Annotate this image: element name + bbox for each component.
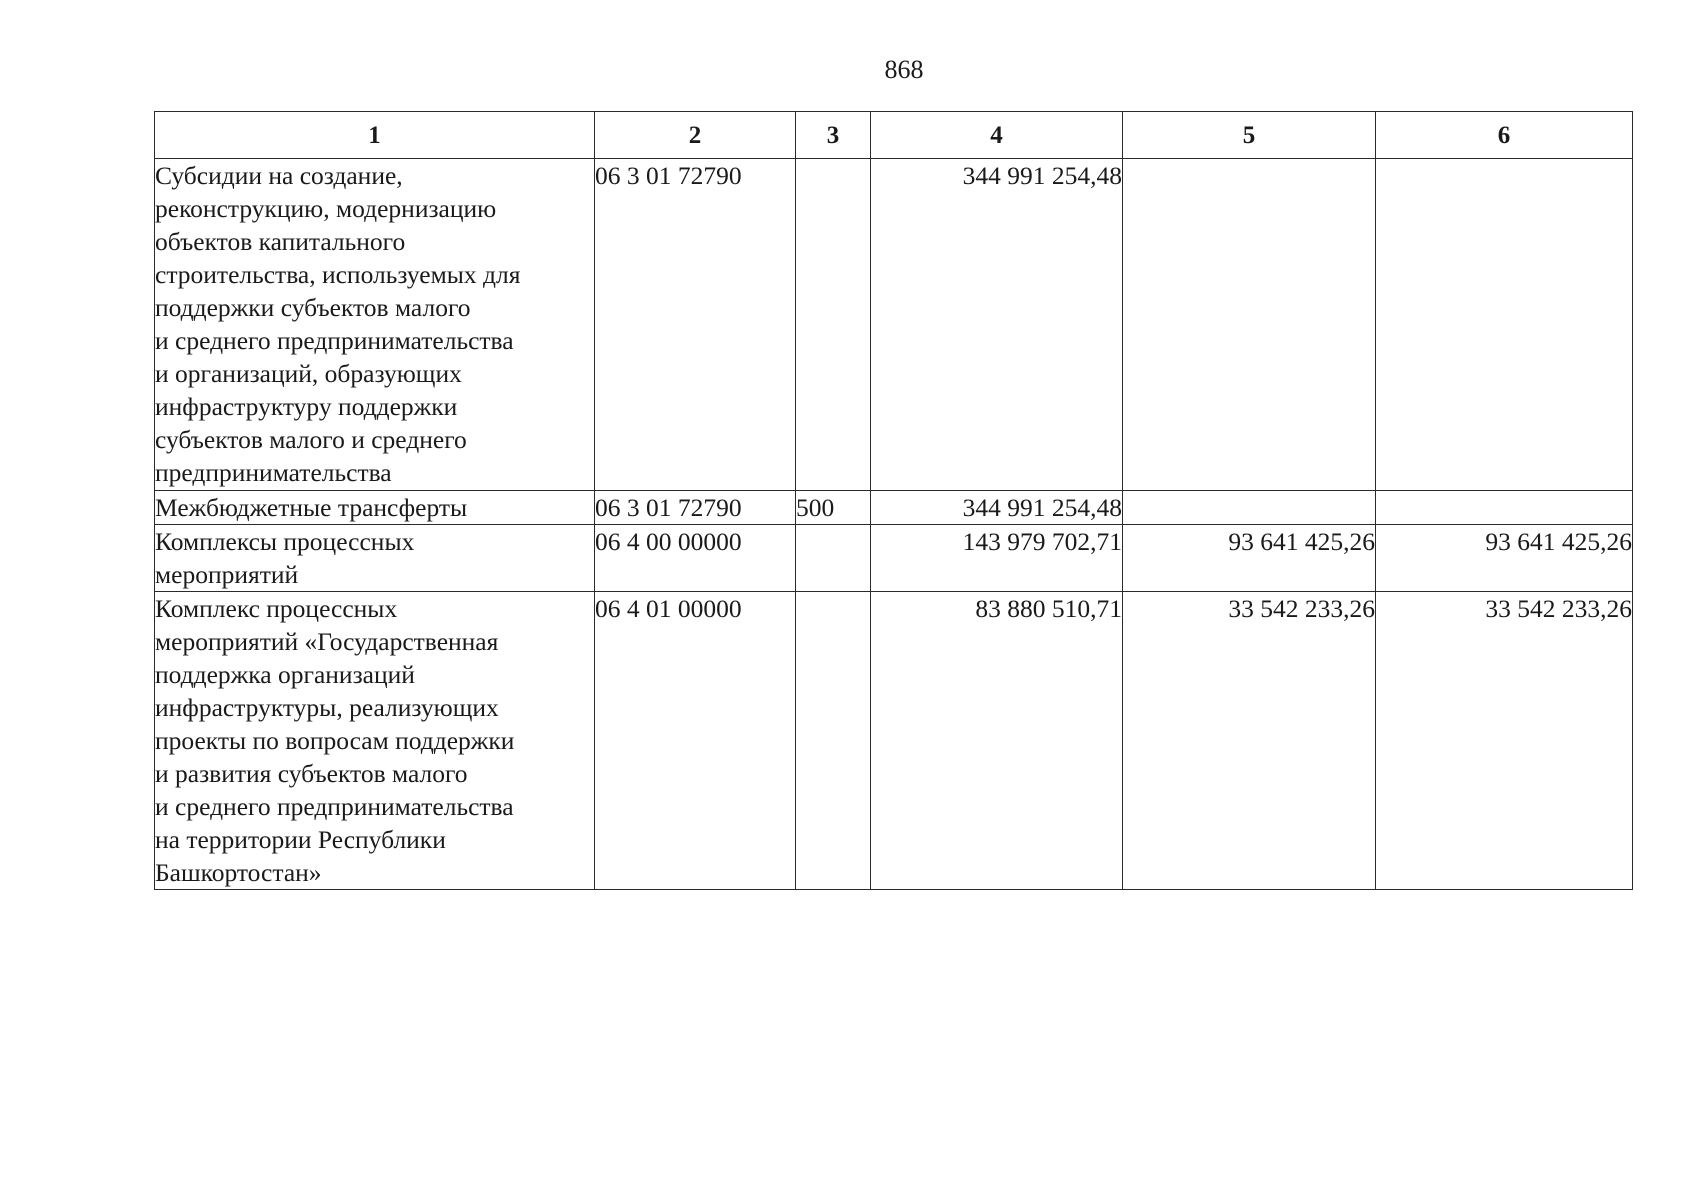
row-amount-col6: 33 542 233,26 — [1376, 592, 1633, 890]
budget-table — [154, 111, 1633, 890]
row-type-cell: 500 — [796, 491, 871, 525]
row-amount-col6: 93 641 425,26 — [1376, 525, 1633, 592]
row-name-cell: Комплекс процессных мероприятий «Государственная поддержка организаций инфраструктуры, реализующих проекты по вопросам поддержки и развития субъектов малого и среднего предпринимательства на территории Республики Башкортостан» — [155, 592, 595, 890]
column-header-3: 3 — [796, 112, 871, 159]
column-header-2: 2 — [595, 112, 796, 159]
table-row — [155, 159, 1633, 491]
row-amount-col4: 344 991 254,48 — [871, 159, 1123, 491]
row-amount-col5 — [1123, 491, 1376, 525]
row-code-cell: 06 3 01 72790 — [595, 159, 796, 491]
row-amount-col6 — [1376, 491, 1633, 525]
row-code-cell: 06 4 00 00000 — [595, 525, 796, 592]
row-code-cell: 06 3 01 72790 — [595, 491, 796, 525]
row-amount-col6 — [1376, 159, 1633, 491]
column-header-4: 4 — [871, 112, 1123, 159]
row-name-cell: Межбюджетные трансферты — [155, 491, 595, 525]
table-header-row — [155, 112, 1633, 159]
row-amount-col4: 83 880 510,71 — [871, 592, 1123, 890]
row-code-cell: 06 4 01 00000 — [595, 592, 796, 890]
row-name-cell: Субсидии на создание, реконструкцию, модернизацию объектов капитального строительства, используемых для поддержки субъектов малого и среднего предпринимательства и организаций, образующих инфраструктуру поддержки субъектов малого и среднего предпринимательства — [155, 159, 595, 491]
row-amount-col4: 344 991 254,48 — [871, 491, 1123, 525]
table-row — [155, 592, 1633, 890]
row-name-cell: Комплексы процессных мероприятий — [155, 525, 595, 592]
table-row — [155, 525, 1633, 592]
row-type-cell — [796, 159, 871, 491]
row-amount-col5: 93 641 425,26 — [1123, 525, 1376, 592]
row-amount-col5: 33 542 233,26 — [1123, 592, 1376, 890]
page-number: 868 — [884, 55, 924, 84]
row-amount-col5 — [1123, 159, 1376, 491]
row-type-cell — [796, 525, 871, 592]
column-header-1: 1 — [155, 112, 595, 159]
row-amount-col4: 143 979 702,71 — [871, 525, 1123, 592]
column-header-5: 5 — [1123, 112, 1376, 159]
column-header-6: 6 — [1376, 112, 1633, 159]
row-type-cell — [796, 592, 871, 890]
table-row — [155, 491, 1633, 525]
